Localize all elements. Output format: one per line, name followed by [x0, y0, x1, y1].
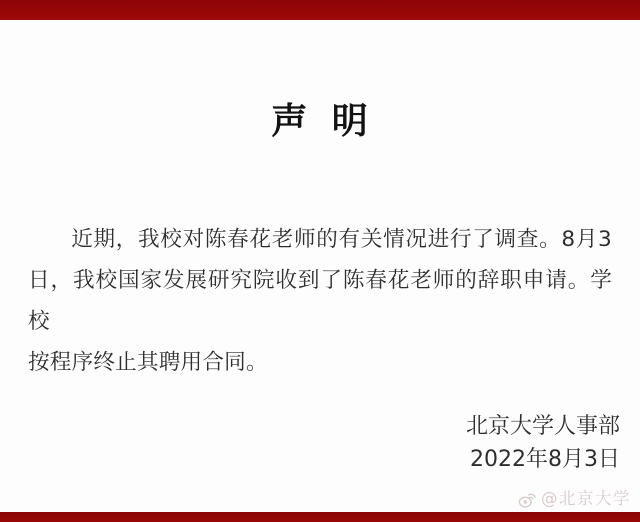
signature-department: 北京大学人事部 [465, 414, 620, 439]
body-line-2: 日，我校国家发展研究院收到了陈春花老师的辞职申请。学校 [28, 268, 612, 334]
statement-body [28, 219, 612, 383]
body-line-3: 按程序终止其聘用合同。 [28, 350, 268, 375]
bottom-red-bar [0, 512, 640, 522]
weibo-icon [518, 490, 537, 509]
signature-date: 2022年8月3日 [470, 447, 620, 472]
weibo-watermark [518, 490, 631, 509]
statement-title: 声 明 [271, 101, 369, 142]
signature-block [466, 410, 620, 476]
body-line-1: 近期，我校对陈春花老师的有关情况进行了调查。8月3 [71, 227, 612, 252]
watermark-text: @北京大学 [541, 489, 631, 509]
top-red-bar [0, 0, 640, 20]
